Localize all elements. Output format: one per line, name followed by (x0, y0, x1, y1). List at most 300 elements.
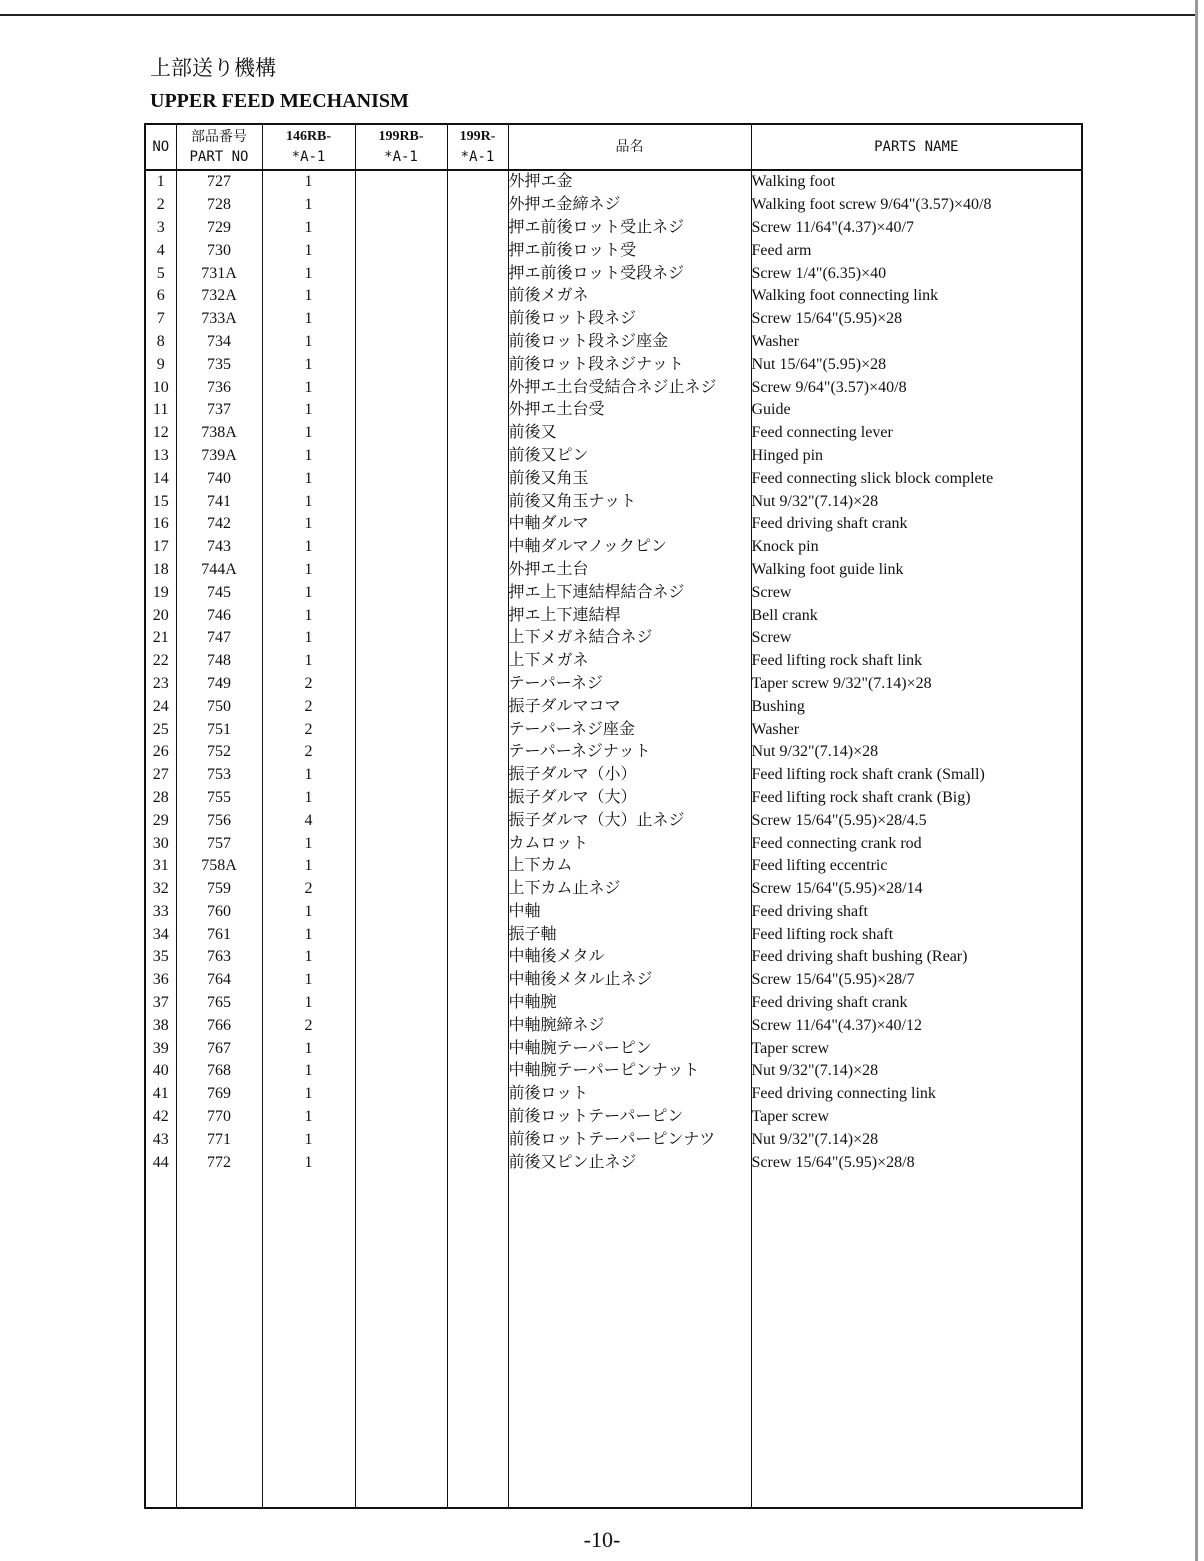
cell-name-jp: 振子ダルマ（大）止ネジ (508, 809, 751, 832)
cell-qty-199r (447, 581, 508, 604)
cell-part-no: 764 (176, 969, 262, 992)
empty-cell (508, 1174, 751, 1508)
cell-qty-146rb: 1 (262, 992, 355, 1015)
cell-part-no: 745 (176, 581, 262, 604)
cell-name-en: Screw 15/64"(5.95)×28 (751, 308, 1082, 331)
cell-no: 37 (145, 992, 176, 1015)
cell-name-en: Nut 9/32"(7.14)×28 (751, 490, 1082, 513)
cell-qty-146rb: 1 (262, 490, 355, 513)
table-row (145, 604, 1082, 627)
cell-name-jp: 前後又角玉 (508, 467, 751, 490)
cell-part-no: 756 (176, 809, 262, 832)
cell-qty-199rb (355, 787, 447, 810)
cell-part-no: 732A (176, 285, 262, 308)
cell-name-jp: 振子ダルマ（大） (508, 787, 751, 810)
table-row (145, 536, 1082, 559)
cell-name-en: Nut 9/32"(7.14)×28 (751, 1128, 1082, 1151)
cell-qty-146rb: 1 (262, 331, 355, 354)
cell-qty-146rb: 1 (262, 604, 355, 627)
cell-qty-199r (447, 650, 508, 673)
cell-qty-199r (447, 1060, 508, 1083)
cell-part-no: 761 (176, 923, 262, 946)
cell-no: 2 (145, 194, 176, 217)
cell-name-jp: 中軸ダルマ (508, 513, 751, 536)
cell-name-en: Feed arm (751, 239, 1082, 262)
cell-qty-146rb: 1 (262, 285, 355, 308)
cell-no: 26 (145, 741, 176, 764)
cell-part-no: 751 (176, 718, 262, 741)
cell-name-en: Screw (751, 581, 1082, 604)
cell-name-en: Hinged pin (751, 445, 1082, 468)
cell-name-en: Feed driving shaft crank (751, 513, 1082, 536)
cell-name-en: Taper screw (751, 1037, 1082, 1060)
table-row (145, 1106, 1082, 1129)
cell-qty-199rb (355, 1106, 447, 1129)
cell-no: 30 (145, 832, 176, 855)
cell-name-en: Screw 9/64"(3.57)×40/8 (751, 376, 1082, 399)
cell-name-en: Feed connecting lever (751, 422, 1082, 445)
cell-no: 11 (145, 399, 176, 422)
table-row (145, 581, 1082, 604)
cell-qty-199r (447, 353, 508, 376)
cell-part-no: 748 (176, 650, 262, 673)
cell-qty-199r (447, 217, 508, 240)
cell-qty-199r (447, 741, 508, 764)
table-row (145, 170, 1082, 194)
table-row (145, 855, 1082, 878)
cell-qty-146rb: 1 (262, 832, 355, 855)
cell-name-jp: 前後メガネ (508, 285, 751, 308)
cell-qty-146rb: 2 (262, 718, 355, 741)
cell-qty-199r (447, 239, 508, 262)
cell-qty-199r (447, 855, 508, 878)
cell-no: 27 (145, 764, 176, 787)
cell-qty-146rb: 1 (262, 1060, 355, 1083)
cell-qty-146rb: 1 (262, 422, 355, 445)
cell-name-jp: 中軸後メタル (508, 946, 751, 969)
cell-no: 35 (145, 946, 176, 969)
cell-name-jp: 振子ダルマ（小） (508, 764, 751, 787)
table-row (145, 217, 1082, 240)
header-model-146rb: 146RB- *A-1 (262, 124, 355, 170)
cell-name-jp: 押エ前後ロット受段ネジ (508, 262, 751, 285)
cell-qty-199r (447, 331, 508, 354)
table-row (145, 331, 1082, 354)
cell-part-no: 739A (176, 445, 262, 468)
cell-qty-146rb: 1 (262, 559, 355, 582)
cell-name-en: Bushing (751, 695, 1082, 718)
cell-name-jp: 振子ダルマコマ (508, 695, 751, 718)
cell-qty-199r (447, 923, 508, 946)
cell-name-jp: テーパーネジナット (508, 741, 751, 764)
cell-qty-199r (447, 695, 508, 718)
cell-part-no: 747 (176, 627, 262, 650)
cell-qty-199rb (355, 581, 447, 604)
cell-name-en: Guide (751, 399, 1082, 422)
cell-no: 25 (145, 718, 176, 741)
cell-qty-199rb (355, 809, 447, 832)
cell-name-en: Screw 11/64"(4.37)×40/7 (751, 217, 1082, 240)
table-filler-row (145, 1174, 1082, 1508)
cell-qty-146rb: 1 (262, 581, 355, 604)
cell-part-no: 757 (176, 832, 262, 855)
cell-part-no: 738A (176, 422, 262, 445)
cell-no: 6 (145, 285, 176, 308)
cell-qty-199r (447, 170, 508, 194)
table-row (145, 513, 1082, 536)
cell-qty-199rb (355, 1151, 447, 1174)
cell-part-no: 766 (176, 1014, 262, 1037)
cell-qty-146rb: 1 (262, 1106, 355, 1129)
header-model-199rb: 199RB- *A-1 (355, 124, 447, 170)
cell-qty-146rb: 1 (262, 467, 355, 490)
cell-qty-199r (447, 832, 508, 855)
table-row (145, 1128, 1082, 1151)
cell-name-en: Feed connecting crank rod (751, 832, 1082, 855)
cell-qty-199rb (355, 1128, 447, 1151)
cell-qty-199r (447, 809, 508, 832)
cell-name-en: Feed lifting rock shaft link (751, 650, 1082, 673)
empty-cell (447, 1174, 508, 1508)
cell-qty-199rb (355, 308, 447, 331)
cell-qty-199rb (355, 604, 447, 627)
cell-qty-199r (447, 194, 508, 217)
table-row (145, 308, 1082, 331)
cell-name-en: Screw 15/64"(5.95)×28/14 (751, 878, 1082, 901)
cell-name-en: Feed driving connecting link (751, 1083, 1082, 1106)
cell-no: 8 (145, 331, 176, 354)
cell-qty-199r (447, 1083, 508, 1106)
cell-name-jp: 中軸腕締ネジ (508, 1014, 751, 1037)
cell-name-en: Nut 9/32"(7.14)×28 (751, 1060, 1082, 1083)
cell-qty-199r (447, 901, 508, 924)
cell-no: 15 (145, 490, 176, 513)
cell-qty-199r (447, 1128, 508, 1151)
table-row (145, 376, 1082, 399)
cell-qty-199rb (355, 1014, 447, 1037)
table-row (145, 673, 1082, 696)
cell-qty-199r (447, 946, 508, 969)
cell-qty-199rb (355, 718, 447, 741)
table-row (145, 445, 1082, 468)
cell-part-no: 736 (176, 376, 262, 399)
cell-no: 40 (145, 1060, 176, 1083)
cell-no: 9 (145, 353, 176, 376)
cell-no: 28 (145, 787, 176, 810)
cell-qty-199r (447, 1014, 508, 1037)
cell-part-no: 760 (176, 901, 262, 924)
cell-name-en: Knock pin (751, 536, 1082, 559)
cell-qty-146rb: 1 (262, 399, 355, 422)
cell-part-no: 731A (176, 262, 262, 285)
cell-qty-199r (447, 536, 508, 559)
cell-qty-199rb (355, 832, 447, 855)
cell-part-no: 728 (176, 194, 262, 217)
cell-name-en: Feed driving shaft bushing (Rear) (751, 946, 1082, 969)
cell-name-en: Screw 15/64"(5.95)×28/8 (751, 1151, 1082, 1174)
cell-qty-199r (447, 604, 508, 627)
cell-qty-146rb: 1 (262, 1037, 355, 1060)
cell-qty-199rb (355, 559, 447, 582)
cell-name-jp: 押エ上下連結桿 (508, 604, 751, 627)
table-row (145, 718, 1082, 741)
cell-no: 20 (145, 604, 176, 627)
header-name-en: PARTS NAME (751, 124, 1082, 170)
cell-name-en: Walking foot (751, 170, 1082, 194)
cell-part-no: 771 (176, 1128, 262, 1151)
cell-qty-199rb (355, 992, 447, 1015)
cell-qty-146rb: 1 (262, 513, 355, 536)
cell-name-jp: 前後ロット (508, 1083, 751, 1106)
cell-no: 17 (145, 536, 176, 559)
cell-qty-199r (447, 559, 508, 582)
cell-no: 19 (145, 581, 176, 604)
cell-qty-199rb (355, 855, 447, 878)
cell-name-en: Washer (751, 331, 1082, 354)
cell-name-en: Screw 11/64"(4.37)×40/12 (751, 1014, 1082, 1037)
cell-name-jp: 押エ前後ロット受 (508, 239, 751, 262)
cell-name-jp: 前後又 (508, 422, 751, 445)
cell-part-no: 749 (176, 673, 262, 696)
empty-cell (262, 1174, 355, 1508)
table-row (145, 946, 1082, 969)
cell-part-no: 727 (176, 170, 262, 194)
cell-name-en: Nut 9/32"(7.14)×28 (751, 741, 1082, 764)
scan-edge-line (0, 14, 1195, 16)
parts-table-body (145, 170, 1082, 1508)
cell-qty-199r (447, 285, 508, 308)
cell-name-jp: 外押エ土台受 (508, 399, 751, 422)
cell-name-en: Walking foot screw 9/64"(3.57)×40/8 (751, 194, 1082, 217)
cell-part-no: 768 (176, 1060, 262, 1083)
cell-no: 24 (145, 695, 176, 718)
cell-part-no: 746 (176, 604, 262, 627)
cell-part-no: 769 (176, 1083, 262, 1106)
cell-qty-199rb (355, 513, 447, 536)
page-title-en: UPPER FEED MECHANISM (150, 90, 409, 112)
cell-part-no: 752 (176, 741, 262, 764)
cell-part-no: 741 (176, 490, 262, 513)
cell-part-no: 734 (176, 331, 262, 354)
cell-qty-146rb: 1 (262, 217, 355, 240)
cell-qty-199r (447, 787, 508, 810)
cell-qty-199r (447, 1037, 508, 1060)
cell-part-no: 737 (176, 399, 262, 422)
cell-qty-146rb: 1 (262, 445, 355, 468)
cell-qty-199rb (355, 331, 447, 354)
header-part-no: 部品番号 PART NO (176, 124, 262, 170)
header-model-199r: 199R- *A-1 (447, 124, 508, 170)
cell-no: 10 (145, 376, 176, 399)
cell-part-no: 758A (176, 855, 262, 878)
cell-part-no: 733A (176, 308, 262, 331)
cell-name-en: Feed driving shaft (751, 901, 1082, 924)
cell-name-jp: 前後又ピン (508, 445, 751, 468)
cell-no: 38 (145, 1014, 176, 1037)
table-row (145, 1083, 1082, 1106)
cell-qty-146rb: 1 (262, 536, 355, 559)
cell-no: 36 (145, 969, 176, 992)
cell-qty-146rb: 2 (262, 741, 355, 764)
cell-qty-146rb: 1 (262, 764, 355, 787)
cell-no: 12 (145, 422, 176, 445)
cell-no: 39 (145, 1037, 176, 1060)
cell-name-jp: テーパーネジ (508, 673, 751, 696)
cell-no: 4 (145, 239, 176, 262)
cell-no: 7 (145, 308, 176, 331)
cell-no: 14 (145, 467, 176, 490)
cell-qty-199r (447, 627, 508, 650)
cell-qty-199rb (355, 285, 447, 308)
cell-qty-146rb: 1 (262, 923, 355, 946)
cell-no: 5 (145, 262, 176, 285)
table-row (145, 353, 1082, 376)
cell-qty-199rb (355, 490, 447, 513)
table-row (145, 490, 1082, 513)
cell-qty-146rb: 2 (262, 695, 355, 718)
cell-name-en: Feed driving shaft crank (751, 992, 1082, 1015)
cell-qty-199r (447, 490, 508, 513)
cell-part-no: 750 (176, 695, 262, 718)
cell-name-en: Screw (751, 627, 1082, 650)
cell-qty-146rb: 4 (262, 809, 355, 832)
table-row (145, 741, 1082, 764)
empty-cell (751, 1174, 1082, 1508)
cell-part-no: 770 (176, 1106, 262, 1129)
cell-name-jp: 振子軸 (508, 923, 751, 946)
cell-qty-199r (447, 445, 508, 468)
page-number: -10- (583, 1527, 621, 1552)
cell-qty-199rb (355, 467, 447, 490)
table-row (145, 1151, 1082, 1174)
cell-name-jp: 上下メガネ (508, 650, 751, 673)
cell-qty-199r (447, 513, 508, 536)
table-row (145, 422, 1082, 445)
cell-part-no: 744A (176, 559, 262, 582)
table-row (145, 809, 1082, 832)
cell-qty-146rb: 1 (262, 1151, 355, 1174)
cell-no: 34 (145, 923, 176, 946)
cell-name-en: Screw 15/64"(5.95)×28/4.5 (751, 809, 1082, 832)
cell-no: 16 (145, 513, 176, 536)
cell-qty-199r (447, 376, 508, 399)
table-row (145, 399, 1082, 422)
cell-qty-199r (447, 399, 508, 422)
cell-qty-199r (447, 878, 508, 901)
cell-qty-146rb: 1 (262, 969, 355, 992)
cell-qty-199rb (355, 764, 447, 787)
cell-qty-146rb: 1 (262, 855, 355, 878)
cell-qty-146rb: 1 (262, 376, 355, 399)
header-name-jp: 品名 (508, 124, 751, 170)
cell-name-jp: テーパーネジ座金 (508, 718, 751, 741)
cell-qty-146rb: 1 (262, 627, 355, 650)
cell-qty-199rb (355, 399, 447, 422)
cell-part-no: 729 (176, 217, 262, 240)
cell-name-en: Taper screw 9/32"(7.14)×28 (751, 673, 1082, 696)
cell-qty-199rb (355, 741, 447, 764)
table-row (145, 194, 1082, 217)
cell-part-no: 740 (176, 467, 262, 490)
cell-part-no: 753 (176, 764, 262, 787)
cell-name-jp: 上下カム (508, 855, 751, 878)
cell-qty-146rb: 1 (262, 353, 355, 376)
table-row (145, 1037, 1082, 1060)
cell-name-jp: 外押エ金 (508, 170, 751, 194)
cell-name-en: Feed lifting eccentric (751, 855, 1082, 878)
cell-no: 42 (145, 1106, 176, 1129)
cell-qty-199rb (355, 969, 447, 992)
table-row (145, 650, 1082, 673)
cell-qty-146rb: 1 (262, 262, 355, 285)
cell-name-en: Feed lifting rock shaft (751, 923, 1082, 946)
cell-qty-199r (447, 992, 508, 1015)
table-row (145, 695, 1082, 718)
cell-no: 23 (145, 673, 176, 696)
cell-name-jp: 中軸 (508, 901, 751, 924)
cell-qty-199r (447, 969, 508, 992)
cell-name-en: Bell crank (751, 604, 1082, 627)
cell-qty-199rb (355, 923, 447, 946)
cell-name-jp: 中軸後メタル止ネジ (508, 969, 751, 992)
cell-qty-199rb (355, 1060, 447, 1083)
cell-name-en: Feed lifting rock shaft crank (Big) (751, 787, 1082, 810)
cell-name-jp: 前後ロットテーパーピンナツ (508, 1128, 751, 1151)
cell-qty-199rb (355, 901, 447, 924)
cell-name-jp: 中軸腕テーパーピンナット (508, 1060, 751, 1083)
table-row (145, 1014, 1082, 1037)
cell-qty-199rb (355, 217, 447, 240)
cell-qty-146rb: 1 (262, 787, 355, 810)
cell-part-no: 772 (176, 1151, 262, 1174)
cell-name-jp: 外押エ土台 (508, 559, 751, 582)
cell-name-jp: 前後ロットテーパーピン (508, 1106, 751, 1129)
cell-qty-199rb (355, 170, 447, 194)
empty-cell (355, 1174, 447, 1508)
cell-qty-199r (447, 1106, 508, 1129)
cell-qty-146rb: 1 (262, 901, 355, 924)
cell-name-en: Nut 15/64"(5.95)×28 (751, 353, 1082, 376)
cell-qty-199rb (355, 445, 447, 468)
cell-qty-199r (447, 308, 508, 331)
scan-edge-shadow (1195, 0, 1198, 1561)
cell-part-no: 765 (176, 992, 262, 1015)
cell-name-jp: 前後又角玉ナット (508, 490, 751, 513)
cell-name-en: Screw 1/4"(6.35)×40 (751, 262, 1082, 285)
cell-qty-199r (447, 262, 508, 285)
cell-qty-199rb (355, 353, 447, 376)
cell-qty-199r (447, 422, 508, 445)
cell-qty-146rb: 2 (262, 878, 355, 901)
cell-qty-199rb (355, 239, 447, 262)
cell-part-no: 759 (176, 878, 262, 901)
table-row (145, 969, 1082, 992)
cell-no: 32 (145, 878, 176, 901)
cell-no: 3 (145, 217, 176, 240)
cell-qty-199r (447, 764, 508, 787)
page-title-jp: 上部送り機構 (150, 56, 276, 80)
cell-part-no: 735 (176, 353, 262, 376)
cell-qty-146rb: 1 (262, 1083, 355, 1106)
cell-qty-199rb (355, 422, 447, 445)
empty-cell (176, 1174, 262, 1508)
cell-name-jp: 中軸ダルマノックピン (508, 536, 751, 559)
cell-no: 1 (145, 170, 176, 194)
cell-qty-146rb: 1 (262, 1128, 355, 1151)
table-row (145, 285, 1082, 308)
cell-name-jp: 上下メガネ結合ネジ (508, 627, 751, 650)
cell-name-jp: カムロット (508, 832, 751, 855)
